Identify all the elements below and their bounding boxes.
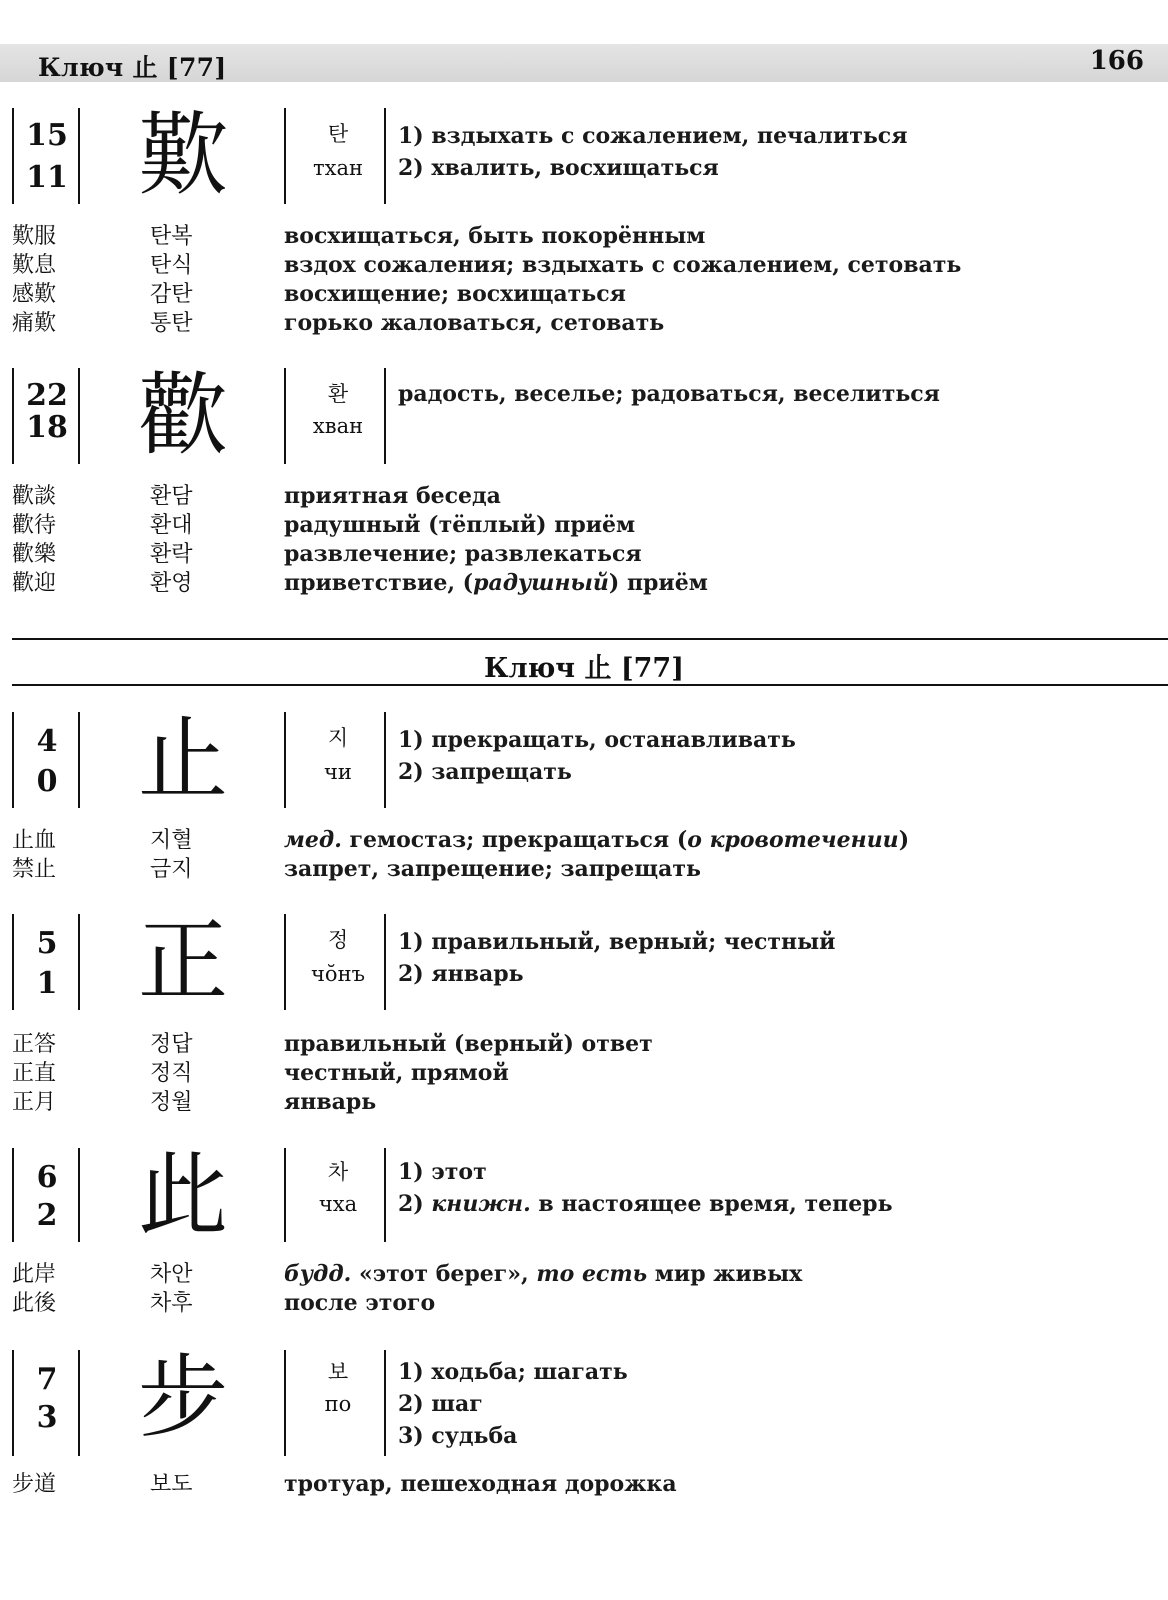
compound-hangul: 통탄: [150, 311, 193, 336]
meaning-text: приветствие, (: [284, 570, 474, 596]
divider: [12, 368, 14, 464]
divider: [384, 712, 386, 808]
compound-row: [0, 251, 1168, 280]
compound-hanja: 歎息: [12, 253, 57, 278]
headword-hanja: 歎: [138, 103, 228, 208]
compound-hangul: 정답: [150, 1032, 193, 1057]
compound-hangul: 차후: [150, 1291, 193, 1316]
compound-meaning: развлечение; развлекаться: [284, 541, 642, 567]
stroke-count-total: 15: [26, 118, 68, 153]
meaning-line: 1) вздыхать с сожалением, печалиться: [398, 123, 908, 149]
meaning-line: 1) прекращать, останавливать: [398, 727, 796, 753]
compound-hanja: 歡樂: [12, 542, 57, 567]
meaning-line: 2) шаг: [398, 1391, 483, 1417]
meaning-italic: то есть: [536, 1261, 648, 1287]
compound-row: [0, 826, 1168, 855]
meanings: [398, 724, 796, 788]
compound-meaning: январь: [284, 1089, 377, 1115]
meaning-text: в настоящее время, теперь: [530, 1191, 893, 1217]
reading-hangul: 지: [327, 726, 349, 750]
compound-row: [0, 540, 1168, 569]
divider: [384, 1350, 386, 1456]
compound-list: [0, 1470, 1168, 1499]
compound-hangul: 감탄: [150, 282, 193, 307]
compound-meaning: восхищаться, быть покорённым: [284, 223, 706, 249]
compound-meaning: правильный (верный) ответ: [284, 1031, 653, 1057]
divider: [78, 1148, 80, 1242]
divider: [284, 1350, 286, 1456]
page-number: 166: [1089, 46, 1144, 76]
stroke-count-total: 6: [36, 1160, 58, 1195]
dictionary-entry: [0, 1345, 1168, 1499]
entry-head: [0, 103, 1168, 208]
reading-translit: чŏнъ: [311, 962, 365, 986]
entry-head: [0, 363, 1168, 468]
compound-list: [0, 1030, 1168, 1117]
compound-meaning: запрет, запрещение; запрещать: [284, 856, 701, 882]
compound-hanja: 歡談: [12, 484, 57, 509]
compound-hanja: 正月: [12, 1090, 57, 1115]
compound-hanja: 正答: [12, 1032, 57, 1057]
stroke-count-extra: 2: [36, 1198, 58, 1233]
divider: [284, 368, 286, 464]
meaning-line: 2) хвалить, восхищаться: [398, 155, 719, 181]
compound-meaning: приятная беседа: [284, 483, 501, 509]
meanings: [398, 1356, 628, 1452]
divider: [12, 1148, 14, 1242]
compound-row: [0, 855, 1168, 884]
meaning-line: 2) запрещать: [398, 759, 572, 785]
meaning-line: 1) ходьба; шагать: [398, 1359, 628, 1385]
compound-hangul: 지혈: [150, 828, 193, 853]
compound-row: [0, 511, 1168, 540]
divider: [78, 368, 80, 464]
stroke-count-total: 5: [36, 926, 58, 961]
stroke-count-extra: 0: [36, 764, 58, 799]
entry-head: [0, 707, 1168, 812]
running-header-title: Ключ 止 [77]: [38, 53, 227, 82]
divider: [12, 914, 14, 1010]
divider: [284, 712, 286, 808]
compound-hangul: 환락: [150, 542, 193, 567]
compound-row: [0, 1059, 1168, 1088]
divider: [78, 914, 80, 1010]
compound-hanja: 歎服: [12, 224, 57, 249]
meanings: [398, 378, 940, 410]
meanings: [398, 1156, 893, 1220]
compound-list: [0, 1260, 1168, 1318]
meaning-italic: книжн.: [431, 1191, 531, 1217]
reading-hangul: 탄: [327, 122, 349, 146]
compound-hanja: 感歎: [12, 282, 57, 307]
dictionary-entry: [0, 103, 1168, 338]
compound-meaning: [284, 569, 708, 598]
compound-meaning: восхищение; восхищаться: [284, 281, 626, 307]
compound-list: [0, 826, 1168, 884]
reading-translit: чи: [324, 760, 352, 784]
section-title: Ключ 止 [77]: [484, 653, 684, 684]
meaning-line: 1) правильный, верный; честный: [398, 929, 836, 955]
divider: [384, 108, 386, 204]
compound-hanja: 歡迎: [12, 571, 57, 596]
reading-hangul: 환: [327, 382, 349, 406]
compound-row: [0, 309, 1168, 338]
compound-hangul: 보도: [150, 1472, 193, 1497]
compound-hangul: 차안: [150, 1262, 193, 1287]
stroke-count-extra: 1: [36, 966, 58, 1001]
compound-meaning: [284, 826, 909, 855]
reading-hangul: 차: [327, 1160, 349, 1184]
compound-hanja: 正直: [12, 1061, 57, 1086]
compound-hanja: 痛歎: [12, 311, 57, 336]
divider: [284, 1148, 286, 1242]
meaning-line: радость, веселье; радоваться, веселиться: [398, 381, 940, 407]
compound-meaning: честный, прямой: [284, 1060, 509, 1086]
reading-translit: чха: [318, 1192, 358, 1216]
compound-hanja: 止血: [12, 828, 57, 853]
section-rule-bottom: [12, 684, 1168, 686]
compound-hangul: 환대: [150, 513, 193, 538]
meanings: [398, 926, 835, 990]
reading-hangul: 보: [327, 1360, 349, 1384]
divider: [284, 914, 286, 1010]
headword-hanja: 歡: [138, 363, 228, 468]
stroke-count-extra: 11: [26, 160, 68, 195]
entry-head: [0, 1345, 1168, 1460]
meaning-italic: о кровотечении: [687, 827, 899, 853]
meaning-italic: радушный: [473, 570, 609, 596]
stroke-count-extra: 18: [26, 410, 68, 445]
compound-hanja: 此後: [12, 1291, 57, 1316]
entry-head: [0, 1143, 1168, 1248]
divider: [384, 914, 386, 1010]
divider: [384, 1148, 386, 1242]
stroke-count-total: 4: [36, 724, 58, 759]
entry-head: [0, 909, 1168, 1014]
compound-meaning: горько жаловаться, сетовать: [284, 310, 665, 336]
meaning-text: ) приём: [608, 570, 708, 596]
meaning-italic: мед.: [284, 827, 342, 853]
compound-row: [0, 1088, 1168, 1117]
headword-hanja: 步: [138, 1345, 228, 1450]
divider: [12, 712, 14, 808]
dictionary-entry: [0, 363, 1168, 598]
reading-translit: тхан: [313, 156, 363, 180]
compound-hangul: 환담: [150, 484, 193, 509]
compound-hanja: 此岸: [12, 1262, 57, 1287]
divider: [12, 108, 14, 204]
compound-hangul: 탄복: [150, 224, 193, 249]
divider: [12, 1350, 14, 1456]
compound-meaning: вздох сожаления; вздыхать с сожалением, сетовать: [284, 252, 962, 278]
divider: [284, 108, 286, 204]
reading-translit: по: [324, 1392, 352, 1416]
reading-hangul: 정: [327, 928, 349, 952]
dictionary-entry: [0, 707, 1168, 884]
headword-hanja: 止: [138, 707, 228, 812]
compound-meaning: тротуар, пешеходная дорожка: [284, 1471, 677, 1497]
compound-row: [0, 280, 1168, 309]
compound-hangul: 환영: [150, 571, 193, 596]
compound-row: [0, 1260, 1168, 1289]
divider: [78, 712, 80, 808]
meaning-line: 2) январь: [398, 961, 524, 987]
divider: [78, 1350, 80, 1456]
meaning-line: 3) судьба: [398, 1423, 518, 1449]
compound-row: [0, 1289, 1168, 1318]
compound-meaning: радушный (тёплый) приём: [284, 512, 636, 538]
compound-row: [0, 1470, 1168, 1499]
compound-hangul: 정월: [150, 1090, 193, 1115]
meaning-text: мир живых: [647, 1261, 803, 1287]
meaning-text: гемостаз; прекращаться (: [341, 827, 688, 853]
stroke-count-total: 7: [36, 1362, 58, 1397]
meaning-line: 1) этот: [398, 1159, 487, 1185]
headword-hanja: 正: [138, 909, 228, 1014]
compound-hanja: 歡待: [12, 513, 57, 538]
compound-hangul: 금지: [150, 857, 193, 882]
meaning-text: «этот берег»,: [351, 1261, 537, 1287]
compound-hangul: 정직: [150, 1061, 193, 1086]
dictionary-entry: [0, 1143, 1168, 1318]
headword-hanja: 此: [138, 1143, 228, 1248]
reading-translit: хван: [312, 414, 364, 438]
section-rule-top: [12, 638, 1168, 640]
meaning-text: ): [898, 827, 910, 853]
compound-hangul: 탄식: [150, 253, 193, 278]
compound-row: [0, 569, 1168, 598]
divider: [78, 108, 80, 204]
divider: [384, 368, 386, 464]
meaning-line: [398, 1188, 893, 1220]
stroke-count-total: 22: [26, 378, 68, 413]
compound-list: [0, 222, 1168, 338]
compound-meaning: [284, 1260, 802, 1289]
compound-hanja: 禁止: [12, 857, 57, 882]
meaning-text: 2): [398, 1191, 432, 1217]
dictionary-entry: [0, 909, 1168, 1117]
meanings: [398, 120, 907, 184]
compound-row: [0, 482, 1168, 511]
compound-row: [0, 222, 1168, 251]
meaning-italic: будд.: [284, 1261, 352, 1287]
compound-list: [0, 482, 1168, 598]
compound-hanja: 步道: [12, 1472, 57, 1497]
compound-row: [0, 1030, 1168, 1059]
compound-meaning: после этого: [284, 1290, 436, 1316]
stroke-count-extra: 3: [36, 1400, 58, 1435]
